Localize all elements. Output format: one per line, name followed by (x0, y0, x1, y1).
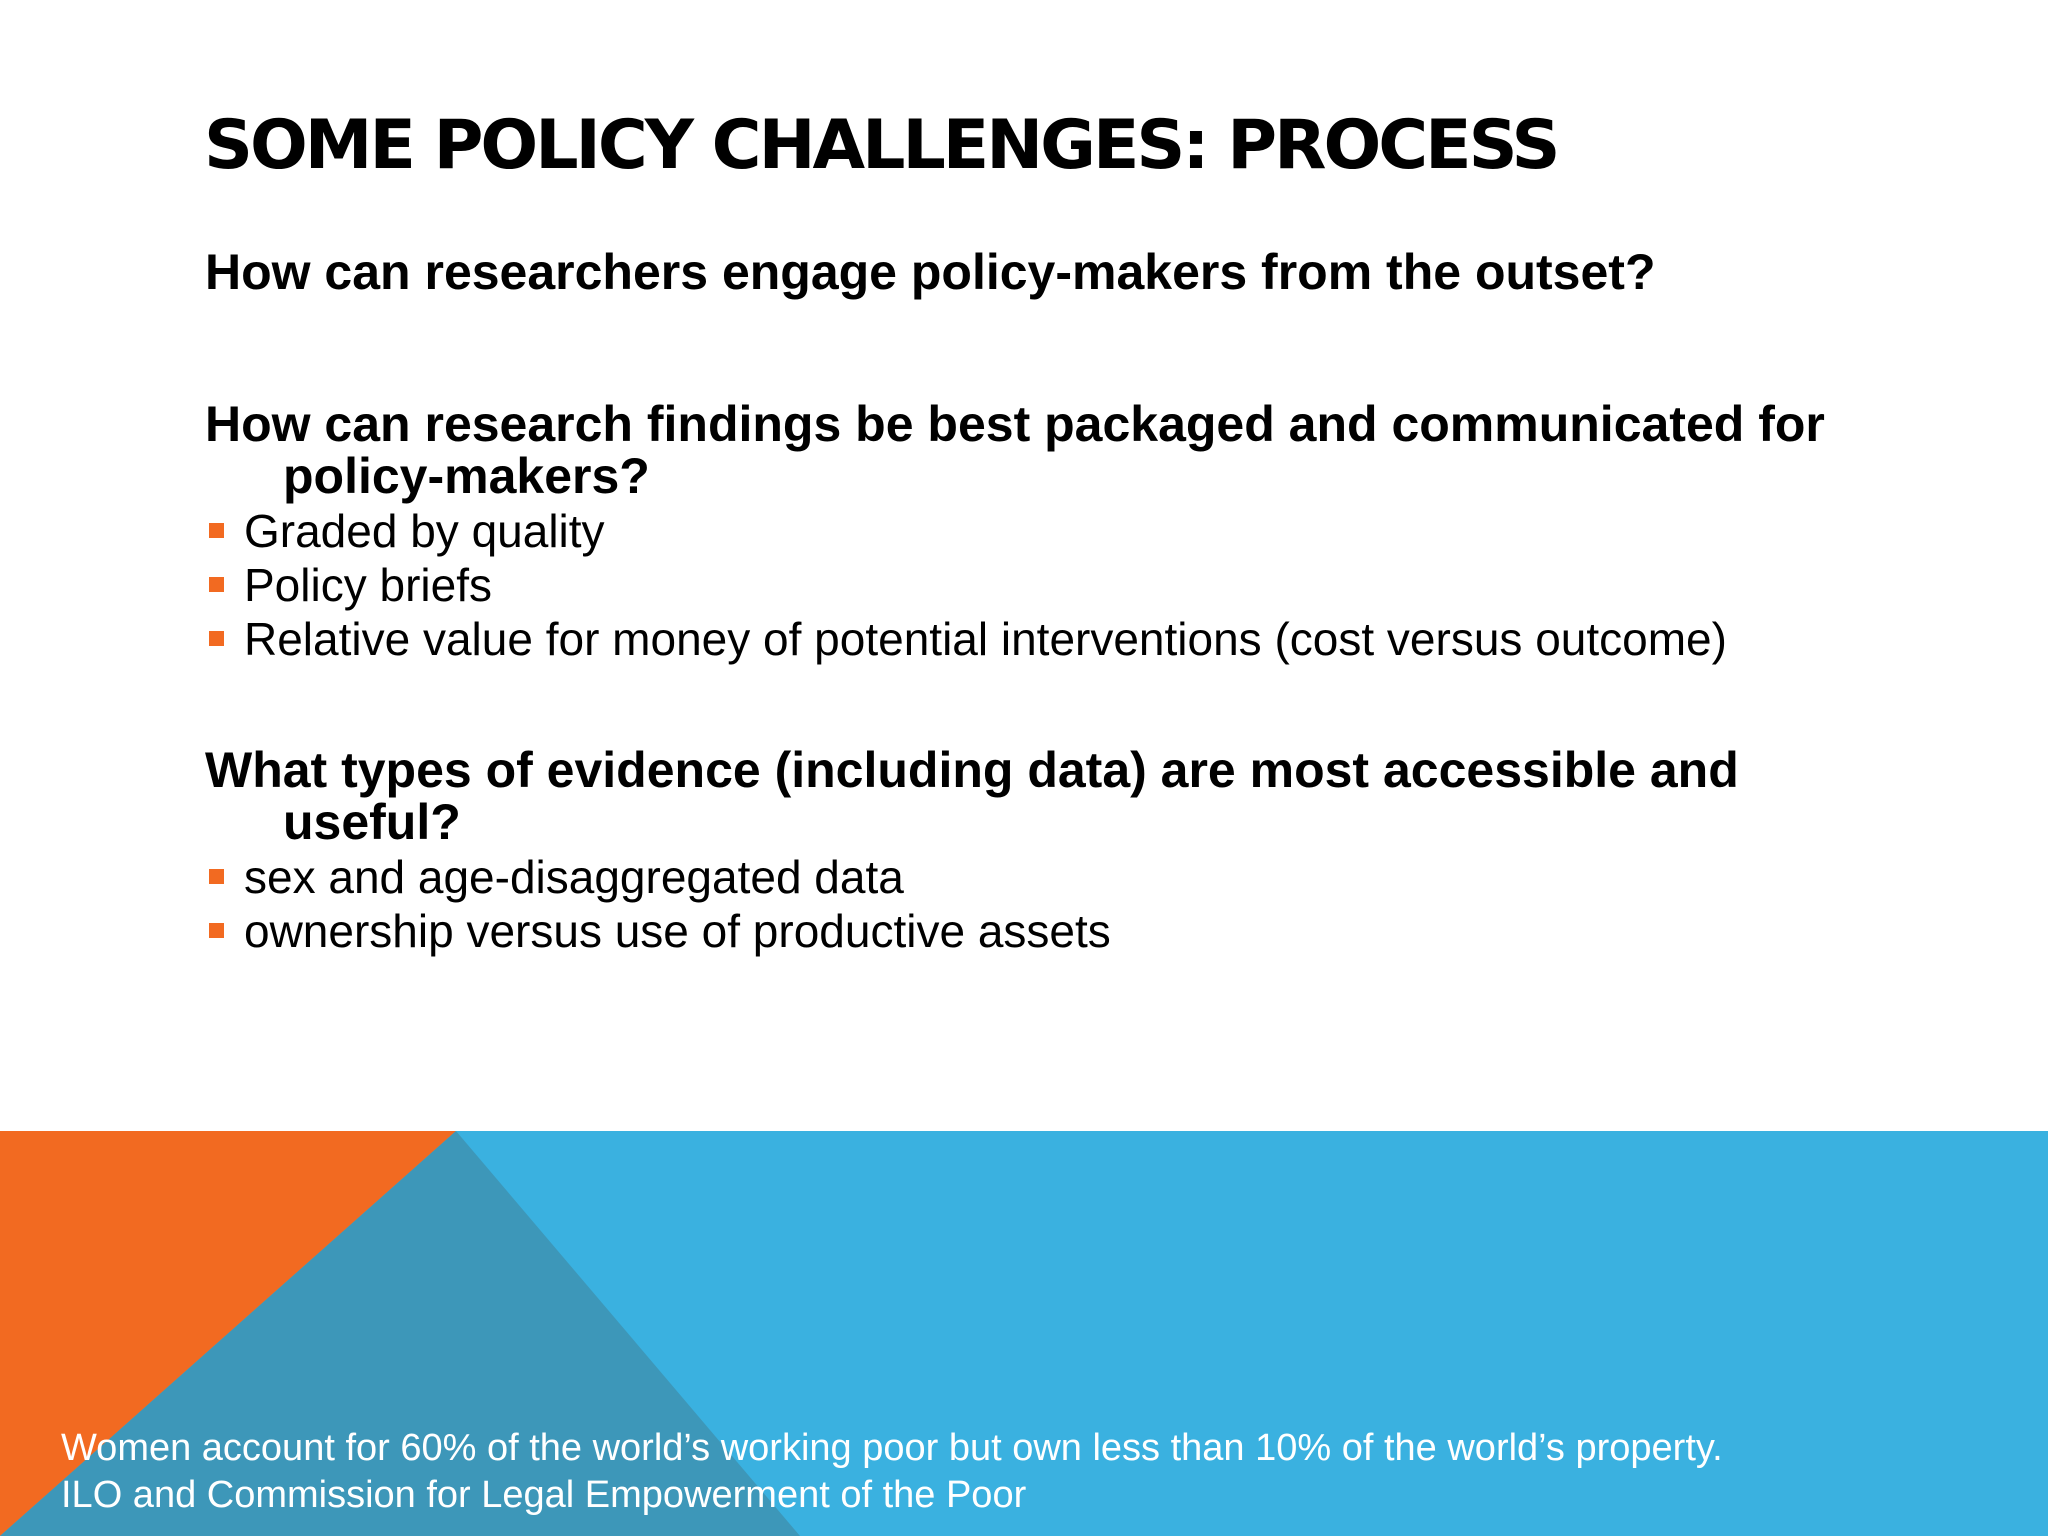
footer-quote-text: Women account for 60% of the world’s working poor but own less than 10% of the world’s property. (61, 1427, 1723, 1469)
bullet-item (205, 612, 1845, 666)
square-bullet-icon (209, 923, 224, 938)
bullet-text: Relative value for money of potential interventions (cost versus outcome) (244, 613, 1727, 665)
bullet-list-evidence (205, 850, 1845, 958)
bullet-item (205, 904, 1845, 958)
bullet-text: sex and age-disaggregated data (244, 851, 904, 903)
square-bullet-icon (209, 523, 224, 538)
bullet-text: ownership versus use of productive assets (244, 905, 1111, 957)
slide-title: SOME POLICY CHALLENGES: PROCESS (204, 106, 1558, 185)
slide-content (205, 246, 1845, 958)
bullet-text: Policy briefs (244, 559, 492, 611)
question-packaging-findings: How can research findings be best packaged and communicated for policy-makers? (205, 396, 1825, 504)
square-bullet-icon (209, 869, 224, 884)
square-bullet-icon (209, 577, 224, 592)
footer-quote (61, 1425, 1723, 1519)
question-engage-policy-makers: How can researchers engage policy-makers from the outset? (205, 244, 1656, 300)
question-evidence-types: What types of evidence (including data) are most accessible and useful? (205, 742, 1739, 850)
square-bullet-icon (209, 631, 224, 646)
bullet-text: Graded by quality (244, 505, 605, 557)
bullet-item (205, 850, 1845, 904)
bullet-list-packaging (205, 504, 1845, 666)
bullet-item (205, 558, 1845, 612)
bullet-item (205, 504, 1845, 558)
footer-source-text: ILO and Commission for Legal Empowerment of the Poor (61, 1474, 1027, 1516)
